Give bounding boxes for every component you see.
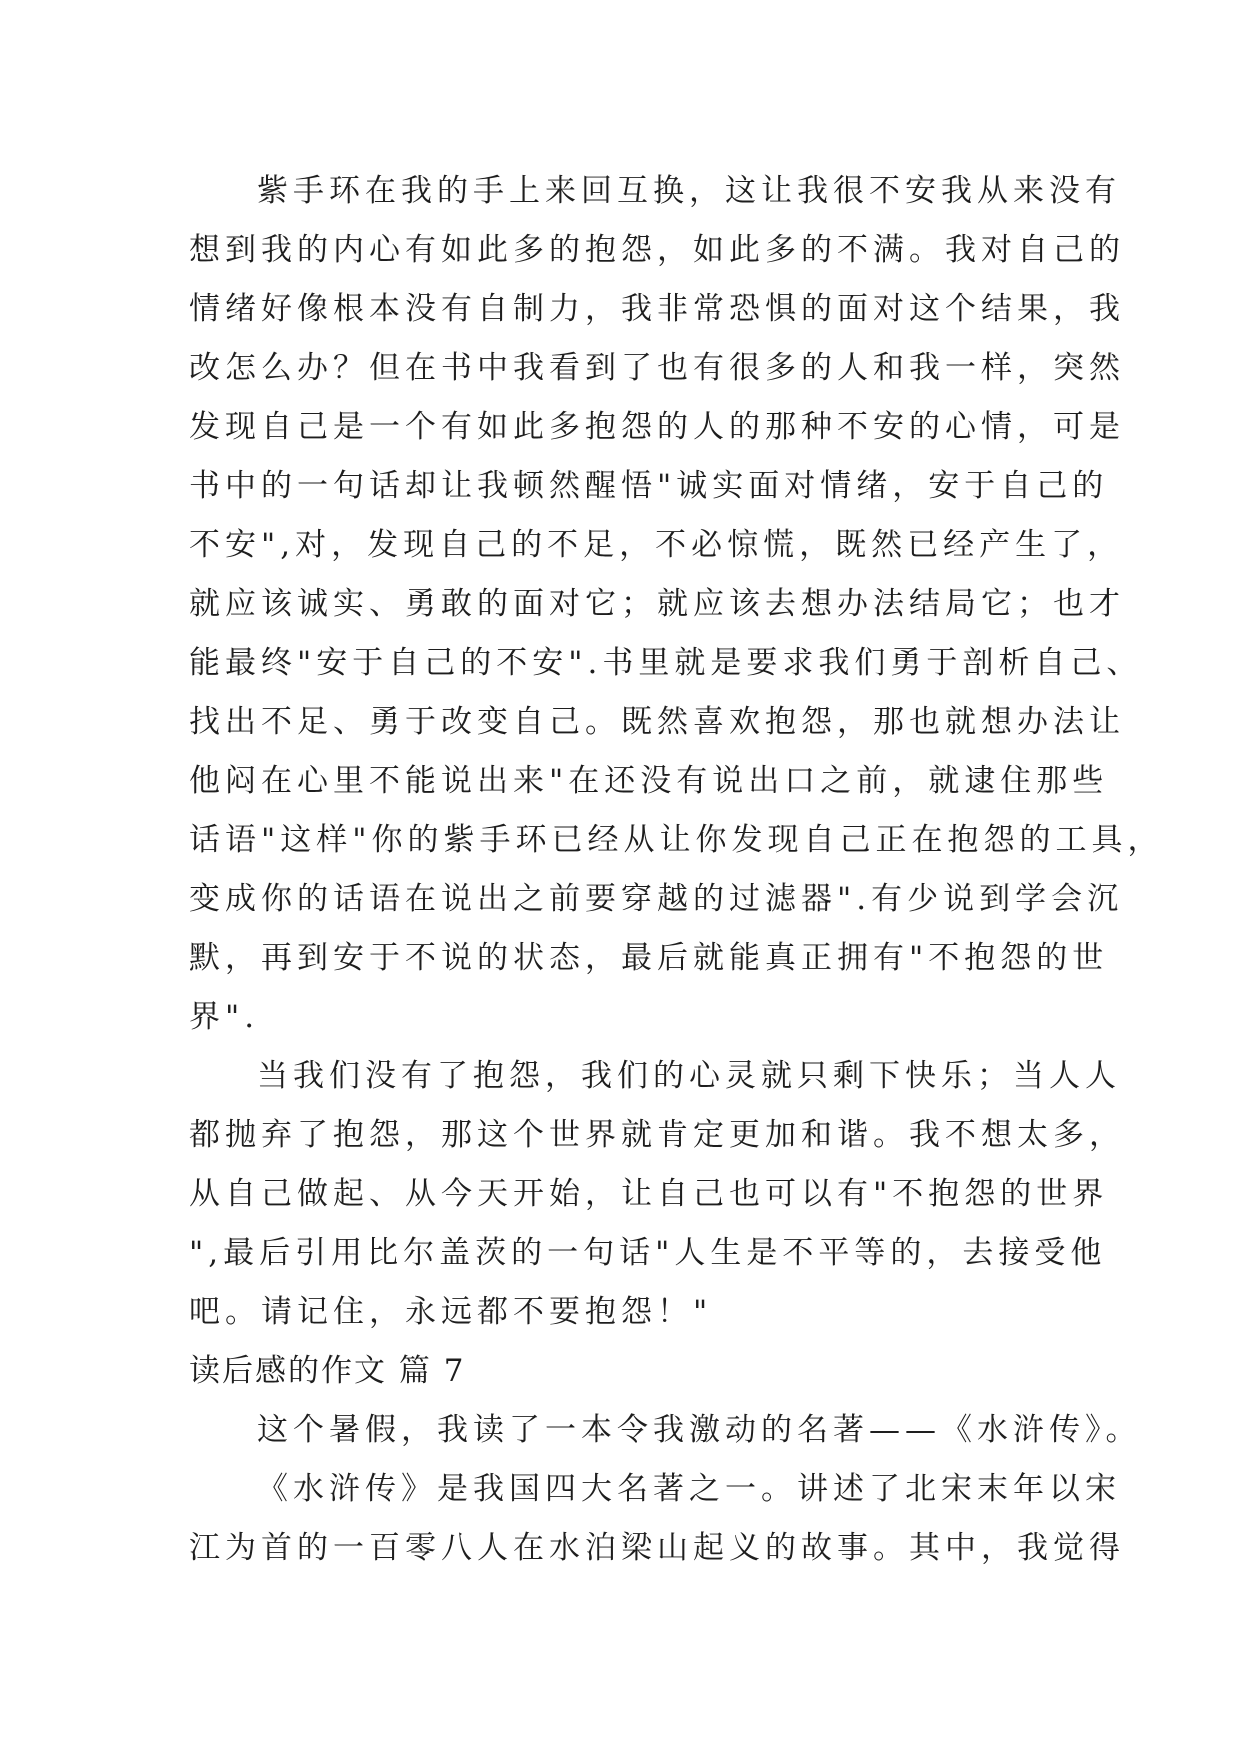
- text-line: 都抛弃了抱怨，那这个世界就肯定更加和谐。我不想太多，: [189, 1117, 1125, 1153]
- text-line: 他闷在心里不能说出来"在还没有说出口之前，就逮住那些: [189, 763, 1109, 799]
- section-heading: 读后感的作文 篇 7: [189, 1353, 466, 1389]
- document-body: [189, 162, 1164, 1578]
- paragraph: [189, 1047, 1125, 1342]
- paragraph: [189, 162, 1164, 1047]
- text-line: 发现自己是一个有如此多抱怨的人的那种不安的心情，可是: [189, 409, 1125, 445]
- text-line: 改怎么办？但在书中我看到了也有很多的人和我一样，突然: [189, 350, 1125, 386]
- text-line: 当我们没有了抱怨，我们的心灵就只剩下快乐；当人人: [257, 1058, 1121, 1094]
- text-line: 界".: [189, 999, 260, 1035]
- text-line: 从自己做起、从今天开始，让自己也可以有"不抱怨的世界: [189, 1176, 1109, 1212]
- text-line: 能最终"安于自己的不安".书里就是要求我们勇于剖析自己、: [189, 645, 1143, 681]
- text-line: 情绪好像根本没有自制力，我非常恐惧的面对这个结果，我: [189, 291, 1125, 327]
- text-line: 就应该诚实、勇敢的面对它；就应该去想办法结局它；也才: [189, 586, 1125, 622]
- text-line: 不安",对，发现自己的不足，不必惊慌，既然已经产生了，: [189, 527, 1124, 563]
- text-line: 书中的一句话却让我顿然醒悟"诚实面对情绪，安于自己的: [189, 468, 1109, 504]
- text-line: ",最后引用比尔盖茨的一句话"人生是不平等的，去接受他: [189, 1235, 1107, 1271]
- text-line: 找出不足、勇于改变自己。既然喜欢抱怨，那也就想办法让: [189, 704, 1125, 740]
- text-line: 变成你的话语在说出之前要穿越的过滤器".有少说到学会沉: [189, 881, 1124, 917]
- text-line: 吧。请记住，永远都不要抱怨！": [189, 1294, 713, 1330]
- paragraph: [189, 1401, 1142, 1460]
- text-line: 江为首的一百零八人在水泊梁山起义的故事。其中，我觉得: [189, 1530, 1125, 1566]
- text-line: 这个暑假，我读了一本令我激动的名著——《水浒传》。: [257, 1412, 1142, 1448]
- text-line: 《水浒传》是我国四大名著之一。讲述了北宋末年以宋: [257, 1471, 1121, 1507]
- text-line: 默，再到安于不说的状态，最后就能真正拥有"不抱怨的世: [189, 940, 1109, 976]
- text-line: 话语"这样"你的紫手环已经从让你发现自己正在抱怨的工具，: [189, 822, 1164, 858]
- text-line: 紫手环在我的手上来回互换，这让我很不安我从来没有: [257, 173, 1121, 209]
- text-line: 想到我的内心有如此多的抱怨，如此多的不满。我对自己的: [189, 232, 1125, 268]
- paragraph: [189, 1460, 1125, 1578]
